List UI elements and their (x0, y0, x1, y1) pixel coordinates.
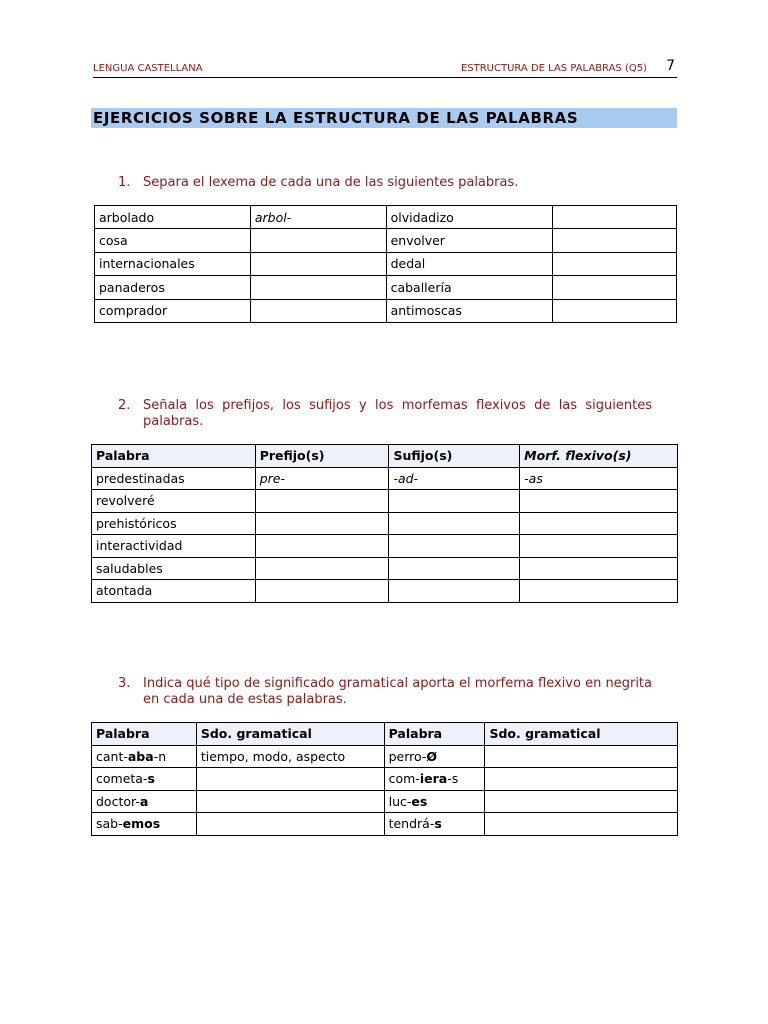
question-text: Indica qué tipo de significado gramatical aporta el morfema flexivo en negrita en cada una de estas palabras. (143, 676, 652, 707)
word-cell: saludables (92, 557, 256, 580)
grammatical-meaning-table (91, 722, 678, 836)
answer-cell[interactable] (196, 768, 384, 791)
word-cell: antimoscas (386, 299, 553, 322)
word-cell: caballería (386, 276, 553, 299)
word-cell: cometa-s (92, 768, 197, 791)
word-cell: cant-aba-n (92, 745, 197, 768)
table-row (92, 557, 678, 580)
question-number: 3. (118, 676, 131, 691)
answer-cell[interactable] (553, 299, 677, 322)
answer-cell[interactable] (389, 490, 520, 513)
table-row (95, 229, 677, 252)
word-cell: doctor-a (92, 790, 197, 813)
word-cell: panaderos (95, 276, 251, 299)
answer-cell[interactable] (520, 535, 678, 558)
table-row (92, 790, 678, 813)
table-row (92, 512, 678, 535)
answer-cell[interactable]: tiempo, modo, aspecto (196, 745, 384, 768)
word-cell: arbolado (95, 206, 251, 229)
answer-cell[interactable] (389, 512, 520, 535)
header-subject: LENGUA CASTELLANA (93, 63, 203, 74)
answer-cell[interactable] (255, 490, 389, 513)
word-cell: revolveré (92, 490, 256, 513)
question-number: 1. (118, 175, 131, 190)
table-row (92, 768, 678, 791)
answer-cell[interactable] (553, 276, 677, 299)
page-header (93, 58, 677, 78)
answer-cell[interactable] (485, 768, 678, 791)
word-cell: predestinadas (92, 467, 256, 490)
word-cell: sab-emos (92, 813, 197, 836)
answer-cell[interactable] (553, 229, 677, 252)
answer-cell[interactable]: pre- (255, 467, 389, 490)
question-3 (118, 676, 652, 708)
header-topic: ESTRUCTURA DE LAS PALABRAS (Q5) (460, 63, 647, 74)
word-cell: cosa (95, 229, 251, 252)
answer-cell[interactable] (485, 790, 678, 813)
answer-cell[interactable] (553, 252, 677, 275)
answer-cell[interactable] (520, 512, 678, 535)
table-row (92, 813, 678, 836)
word-cell: olvidadizo (386, 206, 553, 229)
answer-cell[interactable] (196, 813, 384, 836)
word-cell: tendrá-s (384, 813, 485, 836)
lexeme-table (94, 205, 677, 323)
word-cell: perro-Ø (384, 745, 485, 768)
answer-cell[interactable] (196, 790, 384, 813)
answer-cell[interactable] (250, 276, 386, 299)
table-row (95, 206, 677, 229)
question-number: 2. (118, 398, 131, 413)
answer-cell[interactable] (520, 557, 678, 580)
word-cell: interactividad (92, 535, 256, 558)
answer-cell[interactable] (553, 206, 677, 229)
answer-cell[interactable] (255, 535, 389, 558)
answer-cell[interactable] (485, 813, 678, 836)
answer-cell[interactable] (520, 580, 678, 603)
table-row (95, 299, 677, 322)
table-row (92, 745, 678, 768)
answer-cell[interactable] (255, 512, 389, 535)
answer-cell[interactable] (250, 252, 386, 275)
answer-cell[interactable]: arbol- (250, 206, 386, 229)
answer-cell[interactable] (389, 557, 520, 580)
table-header-row (92, 445, 678, 468)
column-header: Palabra (92, 723, 197, 746)
answer-cell[interactable] (255, 557, 389, 580)
table-row (92, 580, 678, 603)
answer-cell[interactable]: -ad- (389, 467, 520, 490)
word-cell: internacionales (95, 252, 251, 275)
column-header: Sufijo(s) (389, 445, 520, 468)
word-cell: com-iera-s (384, 768, 485, 791)
question-text: Señala los prefijos, los sufijos y los morfemas flexivos de las siguientes palabras. (143, 398, 652, 429)
answer-cell[interactable]: -as (520, 467, 678, 490)
question-text: Separa el lexema de cada una de las siguientes palabras. (143, 175, 519, 190)
column-header: Sdo. gramatical (485, 723, 678, 746)
word-cell: prehistóricos (92, 512, 256, 535)
column-header: Sdo. gramatical (196, 723, 384, 746)
page-title: EJERCICIOS SOBRE LA ESTRUCTURA DE LAS PALABRAS (91, 108, 677, 128)
column-header: Morf. flexivo(s) (520, 445, 678, 468)
answer-cell[interactable] (389, 535, 520, 558)
table-row (92, 535, 678, 558)
table-row (95, 276, 677, 299)
word-cell: atontada (92, 580, 256, 603)
column-header: Palabra (92, 445, 256, 468)
answer-cell[interactable] (485, 745, 678, 768)
morpheme-table (91, 444, 678, 603)
word-cell: luc-es (384, 790, 485, 813)
column-header: Prefijo(s) (255, 445, 389, 468)
table-header-row (92, 723, 678, 746)
answer-cell[interactable] (389, 580, 520, 603)
answer-cell[interactable] (250, 299, 386, 322)
table-row (92, 490, 678, 513)
table-row (92, 467, 678, 490)
answer-cell[interactable] (255, 580, 389, 603)
column-header: Palabra (384, 723, 485, 746)
page-number: 7 (666, 58, 675, 74)
word-cell: comprador (95, 299, 251, 322)
answer-cell[interactable] (520, 490, 678, 513)
question-2 (118, 398, 652, 430)
word-cell: dedal (386, 252, 553, 275)
answer-cell[interactable] (250, 229, 386, 252)
word-cell: envolver (386, 229, 553, 252)
table-row (95, 252, 677, 275)
question-1 (118, 175, 652, 191)
